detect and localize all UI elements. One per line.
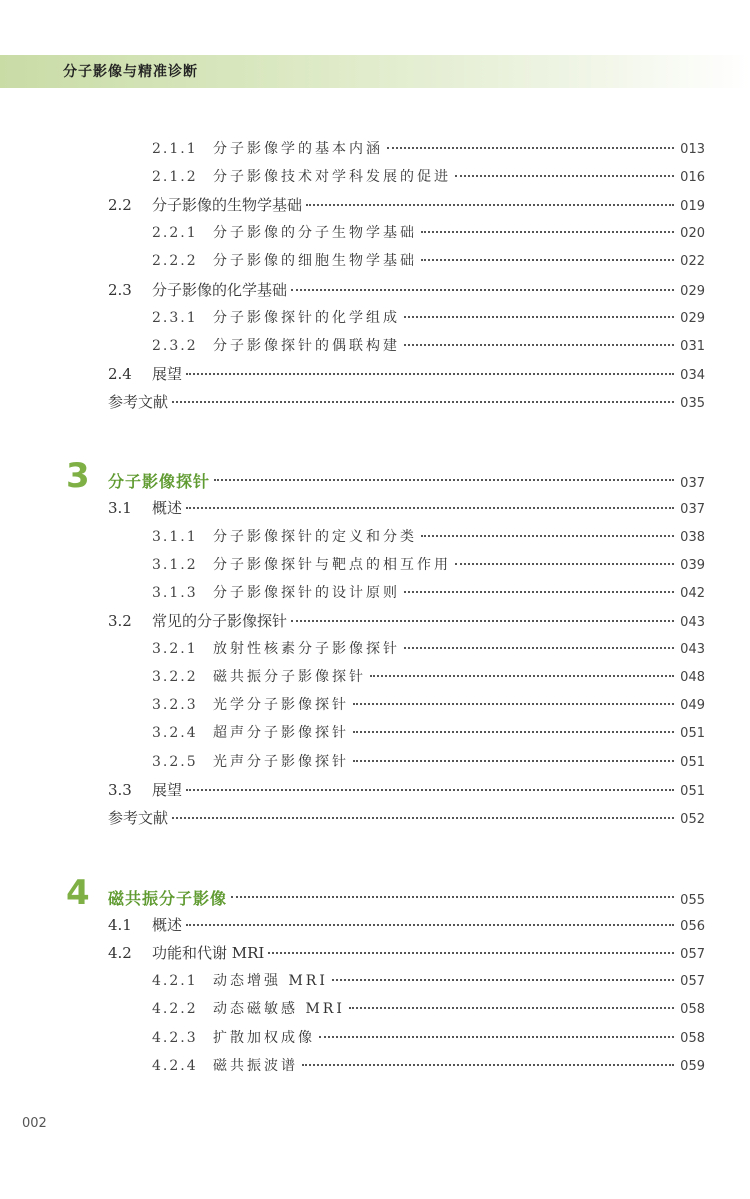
toc-entry[interactable] — [108, 194, 705, 216]
dot-leader — [231, 896, 674, 898]
dot-leader — [186, 924, 674, 926]
entry-title: 功能和代谢 MRI — [152, 944, 265, 962]
entry-title: 动态磁敏感 MRI — [213, 1001, 345, 1017]
entry-page-number: 058 — [680, 1002, 705, 1017]
page-number: 002 — [22, 1116, 47, 1131]
dot-leader — [349, 1007, 674, 1009]
section-number: 2.3.1 — [152, 310, 198, 326]
toc-entry[interactable] — [152, 250, 705, 272]
toc-entry[interactable] — [108, 914, 705, 936]
dot-leader — [387, 147, 674, 149]
dot-leader — [455, 563, 674, 565]
entry-title: 磁共振波谱 — [213, 1058, 298, 1074]
section-number: 4.2.4 — [152, 1058, 198, 1074]
toc-entry[interactable] — [152, 666, 705, 688]
section-number: 2.2.2 — [152, 253, 198, 269]
entry-page-number: 049 — [680, 698, 705, 713]
entry-page-number: 020 — [680, 226, 705, 241]
dot-leader — [186, 507, 674, 509]
dot-leader — [319, 1036, 674, 1038]
entry-page-number: 016 — [680, 170, 705, 185]
entry-title: 放射性核素分子影像探针 — [213, 641, 400, 657]
section-number: 3.1.2 — [152, 557, 198, 573]
entry-title: 展望 — [152, 781, 183, 799]
entry-page-number: 052 — [680, 812, 705, 827]
section-number: 3.2.3 — [152, 697, 198, 713]
dot-leader — [214, 479, 674, 481]
section-number: 3.2.2 — [152, 669, 198, 685]
entry-page-number: 037 — [680, 476, 705, 491]
dot-leader — [421, 259, 674, 261]
toc-entry[interactable] — [152, 307, 705, 329]
chapter-number: 3 — [66, 456, 90, 496]
toc-entry[interactable] — [108, 497, 705, 519]
section-number: 2.3 — [108, 281, 132, 299]
entry-title: 扩散加权成像 — [213, 1030, 315, 1046]
toc-entry[interactable] — [152, 998, 705, 1020]
section-number: 3.2 — [108, 612, 132, 630]
entry-page-number: 048 — [680, 670, 705, 685]
entry-title: 光声分子影像探针 — [213, 754, 349, 770]
toc-chapter-entry[interactable] — [66, 873, 705, 913]
toc-entry[interactable] — [108, 279, 705, 301]
section-number: 3.2.5 — [152, 754, 198, 770]
entry-title: 参考文献 — [108, 393, 169, 411]
entry-page-number: 019 — [680, 199, 705, 214]
entry-title: 分子影像的化学基础 — [152, 281, 288, 299]
dot-leader — [302, 1064, 674, 1066]
entry-title: 展望 — [152, 365, 183, 383]
dot-leader — [268, 952, 674, 954]
toc-entry[interactable] — [152, 526, 705, 548]
toc-entry[interactable] — [152, 722, 705, 744]
dot-leader — [421, 535, 674, 537]
dot-leader — [404, 344, 674, 346]
section-number: 2.1.1 — [152, 141, 198, 157]
dot-leader — [172, 401, 674, 403]
toc-references-entry[interactable] — [108, 807, 705, 829]
entry-title: 分子影像的生物学基础 — [152, 196, 303, 214]
entry-page-number: 031 — [680, 339, 705, 354]
entry-page-number: 034 — [680, 368, 705, 383]
entry-page-number: 056 — [680, 919, 705, 934]
entry-title: 分子影像探针的设计原则 — [213, 585, 400, 601]
toc-entry[interactable] — [152, 970, 705, 992]
section-number: 4.1 — [108, 916, 132, 934]
entry-page-number: 013 — [680, 142, 705, 157]
section-number: 2.4 — [108, 365, 132, 383]
toc-entry[interactable] — [152, 1055, 705, 1077]
entry-title: 概述 — [152, 916, 183, 934]
section-number: 3.1 — [108, 499, 132, 517]
entry-page-number: 058 — [680, 1031, 705, 1046]
entry-page-number: 039 — [680, 558, 705, 573]
section-number: 4.2.3 — [152, 1030, 198, 1046]
dot-leader — [404, 647, 674, 649]
entry-title: 分子影像的细胞生物学基础 — [213, 253, 417, 269]
entry-title: 概述 — [152, 499, 183, 517]
entry-page-number: 051 — [680, 726, 705, 741]
toc-entry[interactable] — [152, 166, 705, 188]
entry-page-number: 029 — [680, 311, 705, 326]
toc-entry[interactable] — [152, 335, 705, 357]
entry-title: 磁共振分子影像探针 — [213, 669, 366, 685]
section-number: 2.2 — [108, 196, 132, 214]
dot-leader — [421, 231, 674, 233]
toc-entry[interactable] — [108, 942, 705, 964]
entry-page-number: 042 — [680, 586, 705, 601]
entry-title: 参考文献 — [108, 809, 169, 827]
running-header-title: 分子影像与精准诊断 — [63, 64, 198, 80]
dot-leader — [353, 760, 674, 762]
toc-entry[interactable] — [152, 1027, 705, 1049]
toc-entry[interactable] — [108, 610, 705, 632]
section-number: 4.2.2 — [152, 1001, 198, 1017]
toc-entry[interactable] — [152, 694, 705, 716]
dot-leader — [353, 703, 674, 705]
entry-title: 超声分子影像探针 — [213, 725, 349, 741]
entry-page-number: 059 — [680, 1059, 705, 1074]
section-number: 3.2.1 — [152, 641, 198, 657]
dot-leader — [186, 789, 674, 791]
entry-page-number: 057 — [680, 947, 705, 962]
entry-title: 常见的分子影像探针 — [152, 612, 288, 630]
section-number: 3.3 — [108, 781, 132, 799]
dot-leader — [186, 373, 674, 375]
toc-chapter-entry[interactable] — [66, 456, 705, 496]
entry-title: 分子影像探针的偶联构建 — [213, 338, 400, 354]
section-number: 4.2 — [108, 944, 132, 962]
toc-entry[interactable] — [152, 582, 705, 604]
entry-page-number: 043 — [680, 642, 705, 657]
dot-leader — [332, 979, 674, 981]
section-number: 2.3.2 — [152, 338, 198, 354]
entry-page-number: 035 — [680, 396, 705, 411]
dot-leader — [404, 591, 674, 593]
toc-entry[interactable] — [108, 363, 705, 385]
entry-page-number: 037 — [680, 502, 705, 517]
section-number: 3.2.4 — [152, 725, 198, 741]
toc-entry[interactable] — [152, 138, 705, 160]
toc-entry[interactable] — [152, 222, 705, 244]
dot-leader — [306, 204, 674, 206]
dot-leader — [291, 620, 674, 622]
entry-page-number: 055 — [680, 893, 705, 908]
entry-title: 分子影像学的基本内涵 — [213, 141, 383, 157]
entry-title: 光学分子影像探针 — [213, 697, 349, 713]
dot-leader — [353, 731, 674, 733]
toc-entry[interactable] — [152, 554, 705, 576]
entry-title: 分子影像探针的定义和分类 — [213, 529, 417, 545]
dot-leader — [172, 817, 674, 819]
entry-title: 分子影像技术对学科发展的促进 — [213, 169, 451, 185]
section-number: 3.1.3 — [152, 585, 198, 601]
section-number: 2.1.2 — [152, 169, 198, 185]
toc-references-entry[interactable] — [108, 391, 705, 413]
toc-entry[interactable] — [152, 751, 705, 773]
dot-leader — [455, 175, 674, 177]
toc-entry[interactable] — [108, 779, 705, 801]
entry-page-number: 051 — [680, 755, 705, 770]
toc-entry[interactable] — [152, 638, 705, 660]
entry-title: 磁共振分子影像 — [108, 889, 228, 908]
section-number: 2.2.1 — [152, 225, 198, 241]
entry-title: 分子影像探针与靶点的相互作用 — [213, 557, 451, 573]
chapter-number: 4 — [66, 873, 90, 913]
entry-page-number: 057 — [680, 974, 705, 989]
section-number: 3.1.1 — [152, 529, 198, 545]
entry-page-number: 043 — [680, 615, 705, 630]
entry-title: 分子影像探针 — [108, 472, 211, 491]
dot-leader — [404, 316, 674, 318]
entry-title: 分子影像探针的化学组成 — [213, 310, 400, 326]
dot-leader — [291, 289, 674, 291]
entry-page-number: 051 — [680, 784, 705, 799]
entry-title: 动态增强 MRI — [213, 973, 328, 989]
section-number: 4.2.1 — [152, 973, 198, 989]
entry-page-number: 038 — [680, 530, 705, 545]
entry-title: 分子影像的分子生物学基础 — [213, 225, 417, 241]
entry-page-number: 029 — [680, 284, 705, 299]
entry-page-number: 022 — [680, 254, 705, 269]
dot-leader — [370, 675, 674, 677]
